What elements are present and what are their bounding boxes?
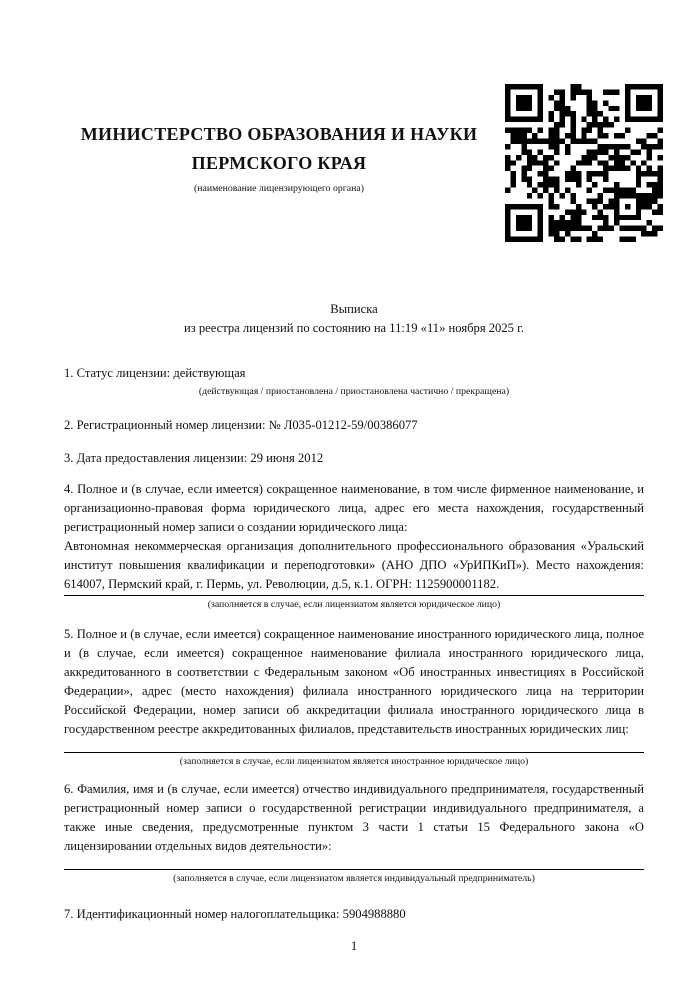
item-individual-entrepreneur — [64, 780, 644, 885]
ministry-caption: (наименование лицензирующего органа) — [193, 183, 364, 194]
legal-entity-caption: (заполняется в случае, если лицензиатом является юридическое лицо) — [207, 599, 501, 610]
fill-line-entrepreneur — [64, 869, 644, 870]
item-registration-number — [64, 416, 644, 435]
extract-title — [64, 300, 644, 338]
extract-title-line2: из реестра лицензий по состоянию на 11:19 «11» ноября 2025 г. — [183, 321, 524, 335]
foreign-entity-caption: (заполняется в случае, если лицензиатом является иностранное юридическое лицо) — [179, 756, 529, 767]
item-taxpayer-inn — [64, 905, 644, 924]
ministry-name — [64, 120, 494, 178]
entrepreneur-heading: 6. Фамилия, имя и (в случае, если имеется) отчество индивидуального предпринимателя, государственный регистрационный номер записи о государственной регистрации индивидуального предпринимателя, а также иные сведения, предусмотренные пунктом 3 части 1 статьи 15 Федерального закона «О лицензировании отдельных видов деятельности»: — [64, 782, 644, 853]
extract-title-line1: Выписка — [330, 302, 378, 316]
foreign-entity-heading: 5. Полное и (в случае, если имеется) сокращенное наименование иностранного юридического лица, полное и (в случае, если имеется) сокращенное наименование филиала иностранного юридического лица, аккредитованного в соответствии с Федеральным законом «Об иностранных инвестициях в Российской Федерации», адрес (место нахождения) филиала иностранного юридического лица на территории Российской Федерации, номер записи об аккредитации филиала иностранного юридического лица в государственном реестре аккредитованных филиалов, представительств иностранных юридических лиц: — [64, 627, 644, 736]
legal-entity-value: Автономная некоммерческая организация дополнительного профессионального образования «Уральский институт повышения квалификации и переподготовки» (АНО ДПО «УрИПКиП»). Место нахождения: 614007, Пермский край, г. Пермь, ул. Революции, д.5, к.1. ОГРН: 1125900001182. — [64, 539, 644, 591]
item-grant-date — [64, 449, 644, 468]
qr-code-icon — [505, 84, 663, 242]
page-number: 1 — [350, 939, 358, 953]
ministry-name-line2: ПЕРМСКОГО КРАЯ — [191, 153, 367, 173]
entrepreneur-caption: (заполняется в случае, если лицензиатом является индивидуальный предприниматель) — [173, 873, 535, 884]
license-status-text: 1. Статус лицензии: действующая — [64, 366, 246, 380]
item-license-status — [64, 364, 644, 398]
fill-line-foreign-entity — [64, 752, 644, 753]
ministry-name-line1: МИНИСТЕРСТВО ОБРАЗОВАНИЯ И НАУКИ — [80, 124, 478, 144]
grant-date-text: 3. Дата предоставления лицензии: 29 июня 2012 — [64, 451, 324, 465]
licensing-authority-header — [64, 120, 494, 194]
fill-line-legal-entity — [64, 595, 644, 596]
item-foreign-entity — [64, 625, 644, 768]
legal-entity-heading: 4. Полное и (в случае, если имеется) сокращенное наименование, в том числе фирменное наименование, и организационно-правовая форма юридического лица, адрес его места нахождения, государственный регистрационный номер записи о создании юридического лица: — [64, 482, 644, 534]
license-status-options-caption: (действующая / приостановлена / приостановлена частично / прекращена) — [198, 386, 510, 397]
document-body — [64, 300, 644, 956]
item-legal-entity — [64, 480, 644, 611]
taxpayer-inn-text: 7. Идентификационный номер налогоплательщика: 5904988880 — [64, 907, 406, 921]
registration-number-text: 2. Регистрационный номер лицензии: № Л035-01212-59/00386077 — [64, 418, 418, 432]
